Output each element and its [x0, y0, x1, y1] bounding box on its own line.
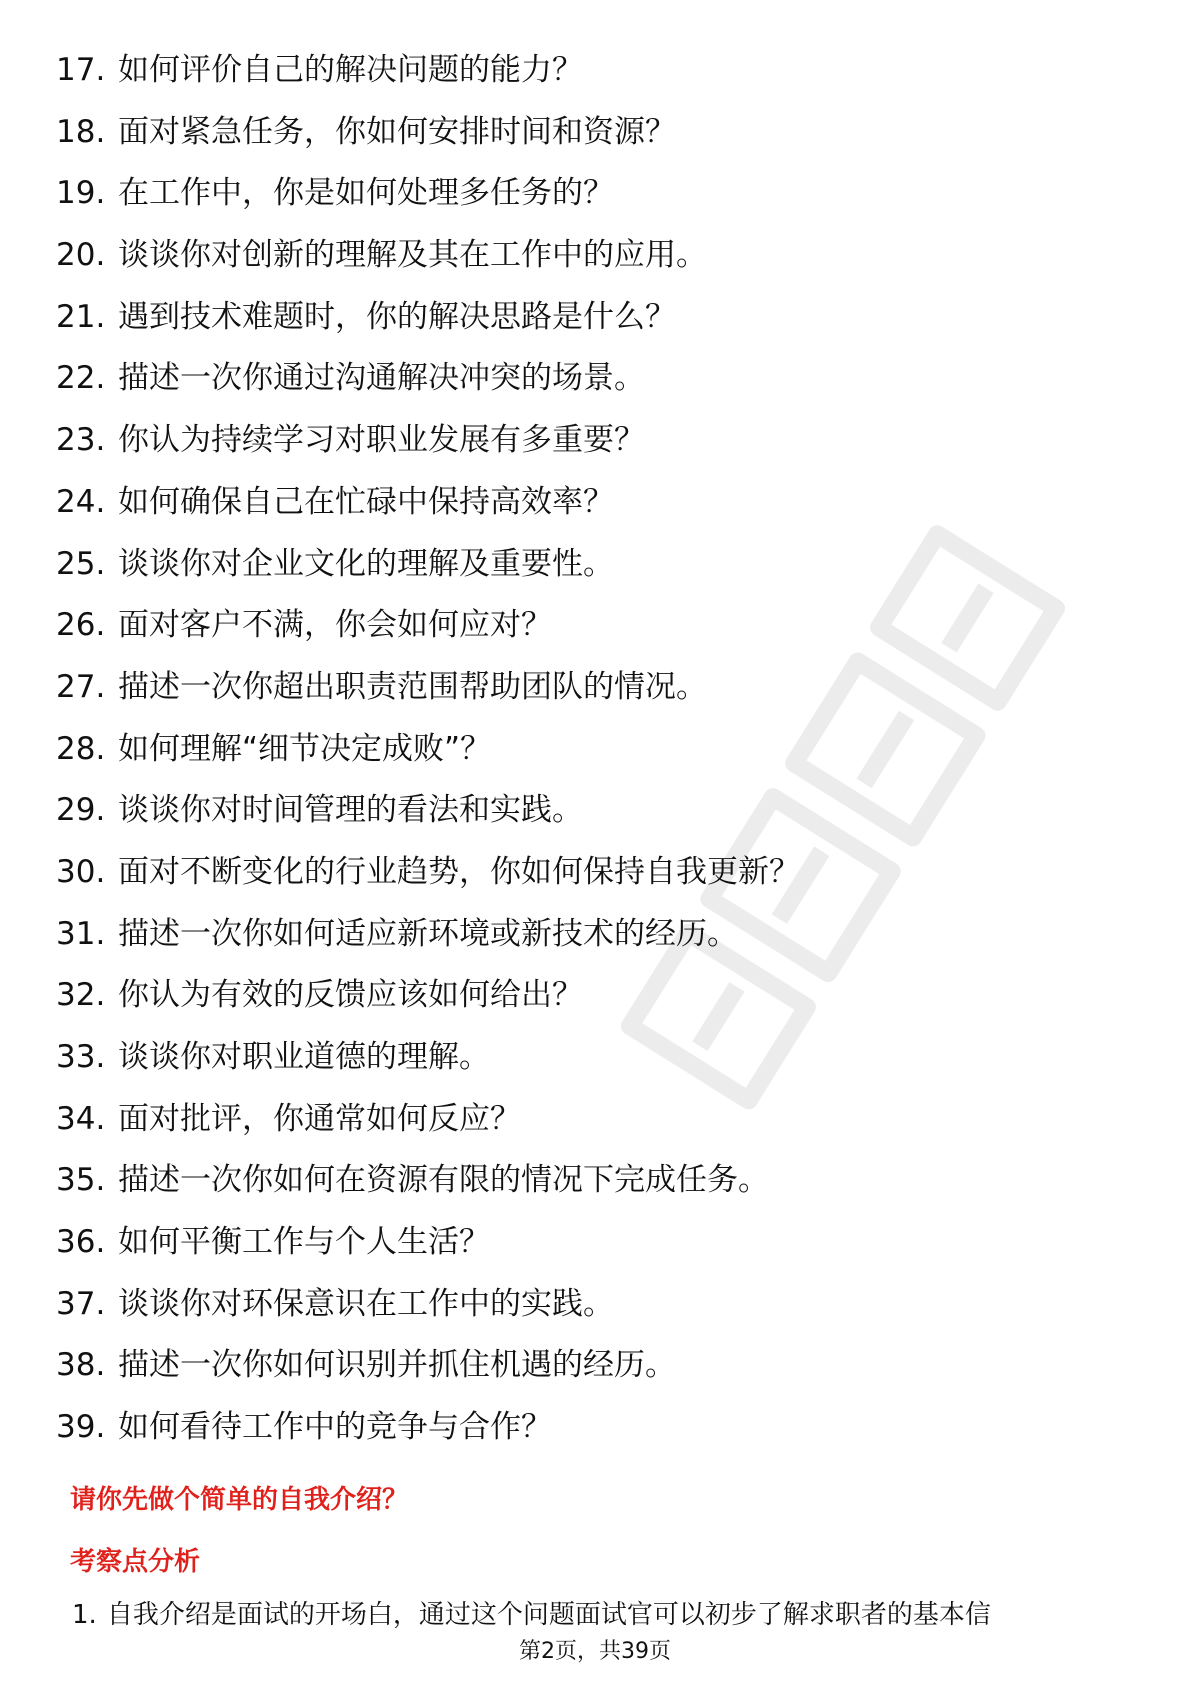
question-number: 36.: [56, 1224, 106, 1261]
question-text: 谈谈你对企业文化的理解及重要性。: [118, 545, 614, 582]
list-item: [56, 1099, 800, 1161]
question-text: 面对客户不满，你会如何应对？: [118, 607, 552, 644]
question-number: 19.: [56, 175, 106, 212]
list-item: [56, 482, 800, 544]
question-text: 描述一次你通过沟通解决冲突的场景。: [118, 360, 645, 397]
question-number: 28.: [56, 730, 106, 767]
question-number: 33.: [56, 1039, 106, 1075]
list-item: [56, 173, 800, 235]
question-number: 29.: [56, 792, 106, 829]
analysis-point-text: 自我介绍是面试的开场白，通过这个问题面试官可以初步了解求职者的基本信: [106, 1600, 991, 1630]
question-text: 描述一次你如何适应新环境或新技术的经历。: [118, 915, 738, 952]
question-text: 谈谈你对环保意识在工作中的实践。: [118, 1285, 614, 1322]
analysis-heading: 考察点分析: [70, 1547, 201, 1577]
question-number: 23.: [56, 422, 106, 459]
question-text: 如何确保自己在忙碌中保持高效率？: [118, 483, 614, 520]
question-text: 遇到技术难题时，你的解决思路是什么？: [118, 298, 676, 335]
list-item: [56, 1345, 800, 1407]
question-number: 37.: [56, 1285, 106, 1322]
question-text: 在工作中，你是如何处理多任务的？: [118, 175, 614, 212]
question-text: 面对紧急任务，你如何安排时间和资源？: [118, 113, 676, 150]
list-item: [56, 790, 800, 852]
question-number: 26.: [56, 607, 106, 644]
question-number: 18.: [56, 113, 106, 150]
list-item: [56, 544, 800, 606]
list-item: [56, 667, 800, 729]
question-text: 谈谈你对职业道德的理解。: [118, 1039, 490, 1075]
analysis-point-number: 1.: [72, 1600, 97, 1630]
question-number: 21.: [56, 298, 106, 335]
list-item: [56, 420, 800, 482]
question-number: 24.: [56, 483, 106, 520]
list-item: [56, 1037, 800, 1099]
question-text: 如何理解“细节决定成败”？: [118, 730, 492, 767]
question-list: [56, 50, 800, 1469]
question-number: 34.: [56, 1100, 106, 1137]
question-text: 你认为持续学习对职业发展有多重要？: [118, 422, 645, 459]
question-number: 35.: [56, 1162, 106, 1199]
page-number: 第2页，共39页: [519, 1639, 671, 1664]
question-text: 你认为有效的反馈应该如何给出？: [118, 977, 583, 1014]
question-text: 谈谈你对创新的理解及其在工作中的应用。: [118, 237, 707, 274]
list-item: [56, 1160, 800, 1222]
list-item: [56, 358, 800, 420]
question-text: 如何评价自己的解决问题的能力？: [118, 52, 583, 88]
question-text: 面对不断变化的行业趋势，你如何保持自我更新？: [118, 853, 800, 890]
list-item: [56, 1284, 800, 1346]
list-item: [56, 297, 800, 359]
question-text: 描述一次你如何在资源有限的情况下完成任务。: [118, 1162, 769, 1199]
analysis-point: [72, 1598, 991, 1632]
list-item: [56, 1407, 800, 1469]
question-text: 如何平衡工作与个人生活？: [118, 1224, 490, 1261]
question-number: 22.: [56, 360, 106, 397]
question-number: 31.: [56, 915, 106, 952]
list-item: [56, 729, 800, 791]
list-item: [56, 112, 800, 174]
list-item: [56, 852, 800, 914]
question-text: 如何看待工作中的竞争与合作？: [118, 1409, 552, 1446]
question-number: 38.: [56, 1347, 106, 1384]
list-item: [56, 50, 800, 112]
question-number: 25.: [56, 545, 106, 582]
question-text: 面对批评，你通常如何反应？: [118, 1100, 521, 1137]
question-text: 描述一次你超出职责范围帮助团队的情况。: [118, 668, 707, 705]
list-item: [56, 235, 800, 297]
question-text: 谈谈你对时间管理的看法和实践。: [118, 792, 583, 829]
list-item: [56, 1222, 800, 1284]
question-number: 17.: [56, 52, 106, 88]
question-number: 32.: [56, 977, 106, 1014]
list-item: [56, 914, 800, 976]
question-number: 30.: [56, 853, 106, 890]
question-number: 20.: [56, 237, 106, 274]
list-item: [56, 605, 800, 667]
question-number: 27.: [56, 668, 106, 705]
question-text: 描述一次你如何识别并抓住机遇的经历。: [118, 1347, 676, 1384]
list-item: [56, 975, 800, 1037]
question-heading: 请你先做个简单的自我介绍？: [70, 1485, 409, 1515]
question-number: 39.: [56, 1409, 106, 1446]
